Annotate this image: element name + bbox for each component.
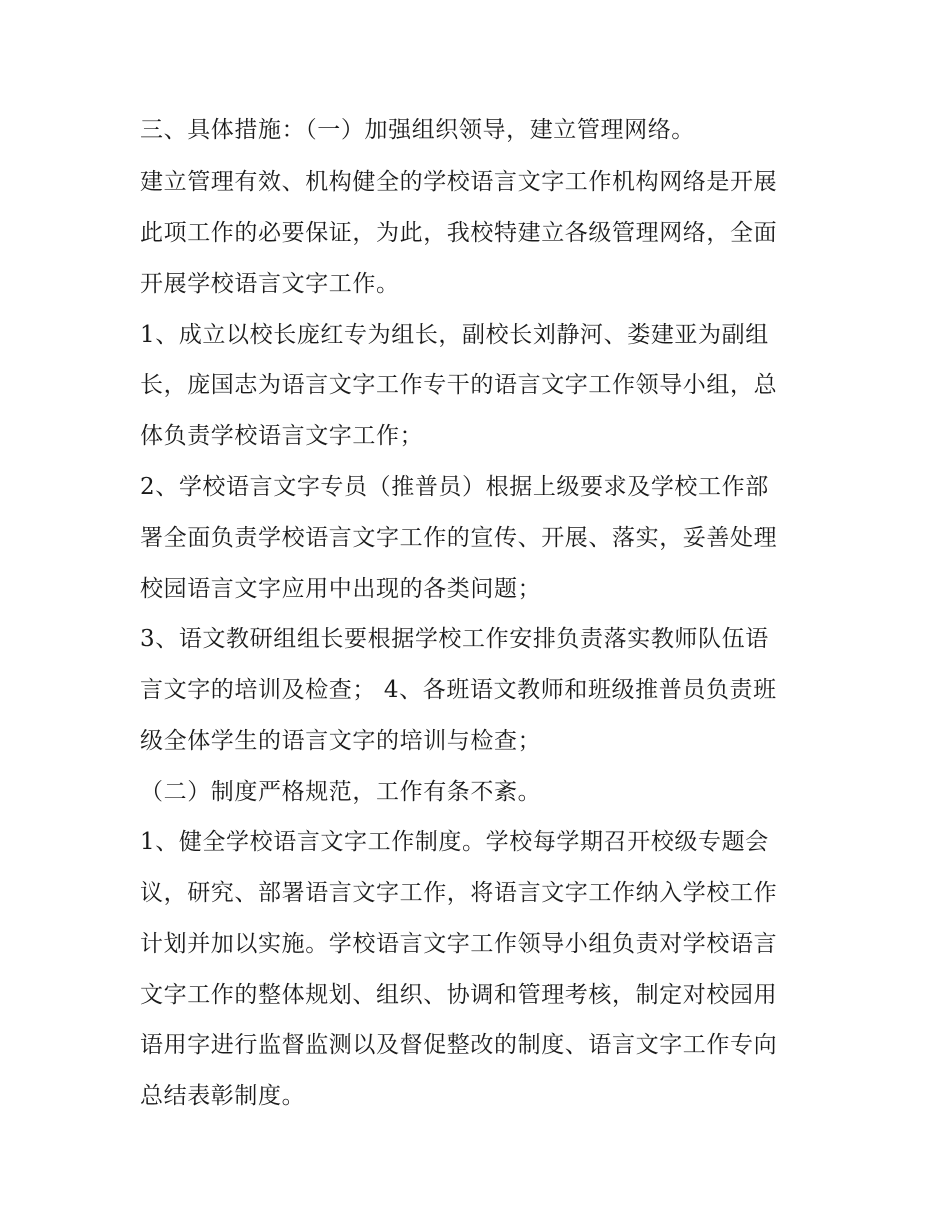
list-item-2-line: 2、学校语言文字专员（推普员）根据上级要求及学校工作部 [140, 474, 769, 500]
paragraph-line: 级全体学生的语言文字的培训与检查； [140, 728, 542, 754]
paragraph-line: 总结表彰制度。 [140, 1083, 306, 1109]
list-item-1-line: 1、成立以校长庞红专为组长，副校长刘静河、娄建亚为副组 [140, 322, 769, 348]
paragraph-line: 议，研究、部署语言文字工作，将语言文字工作纳入学校工作 [140, 880, 778, 906]
paragraph-line: 语用字进行监督监测以及督促整改的制度、语言文字工作专向 [140, 1032, 778, 1058]
section-heading-measures: 三、具体措施：（一）加强组织领导，建立管理网络。 [140, 117, 695, 143]
subsection-heading: （二）制度严格规范，工作有条不紊。 [140, 779, 542, 805]
paragraph-line: 文字工作的整体规划、组织、协调和管理考核，制定对校园用 [140, 982, 778, 1008]
paragraph-line: 长，庞国志为语言文字工作专干的语言文字工作领导小组，总 [140, 372, 778, 398]
paragraph-line: 言文字的培训及检查； 4、各班语文教师和班级推普员负责班 [140, 677, 777, 703]
list-item-1-line: 1、健全学校语言文字工作制度。学校每学期召开校级专题会 [140, 829, 769, 855]
paragraph-line: 体负责学校语言文字工作； [140, 423, 424, 449]
paragraph-line: 建立管理有效、机构健全的学校语言文字工作机构网络是开展 [140, 169, 778, 195]
paragraph-line: 校园语言文字应用中出现的各类问题； [140, 576, 542, 602]
paragraph-line: 此项工作的必要保证，为此，我校特建立各级管理网络，全面 [140, 220, 778, 246]
paragraph-line: 开展学校语言文字工作。 [140, 271, 400, 297]
list-item-3-line: 3、语文教研组组长要根据学校工作安排负责落实教师队伍语 [140, 626, 769, 652]
paragraph-line: 计划并加以实施。学校语言文字工作领导小组负责对学校语言 [140, 931, 778, 957]
paragraph-line: 署全面负责学校语言文字工作的宣传、开展、落实，妥善处理 [140, 525, 778, 551]
